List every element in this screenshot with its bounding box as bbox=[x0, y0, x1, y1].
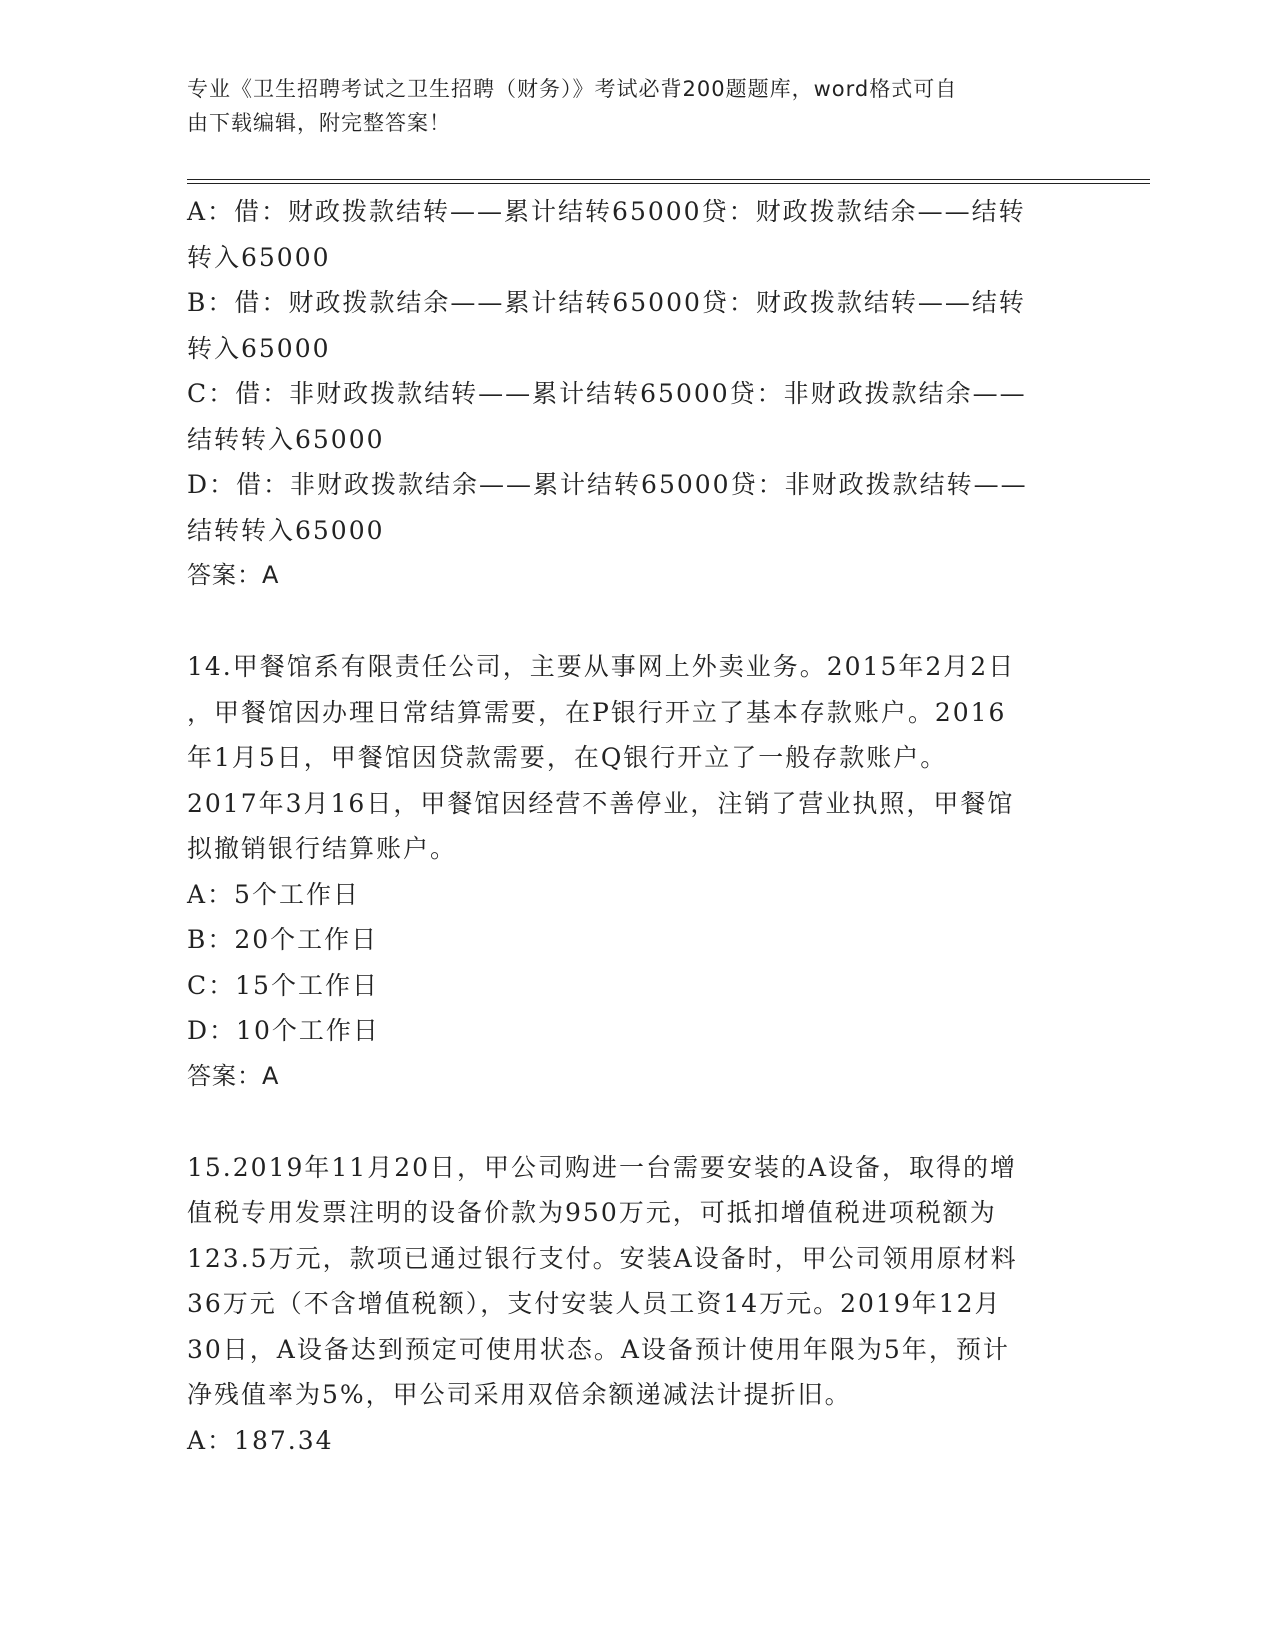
stem-line: 15.2019年11月20日，甲公司购进一台需要安装的A设备，取得的增 bbox=[187, 1152, 1018, 1182]
option-a: A：187.34 bbox=[187, 1425, 334, 1455]
question-13-answer: 答案：A bbox=[187, 561, 280, 589]
header-line-2: 由下载编辑，附完整答案！ bbox=[187, 111, 451, 135]
question-15-stem bbox=[187, 1145, 1087, 1418]
stem-line: 14.甲餐馆系有限责任公司，主要从事网上外卖业务。2015年2月2日 bbox=[187, 652, 1016, 681]
question-14-answer: 答案：A bbox=[187, 1061, 280, 1090]
option-d: D：10个工作日 bbox=[187, 1016, 380, 1045]
stem-line: 123.5万元，款项已通过银行支付。安装A设备时，甲公司领用原材料 bbox=[187, 1243, 1018, 1273]
question-14-options bbox=[187, 872, 1087, 1054]
option-c-line-1: C：借：非财政拨款结转——累计结转65000贷：非财政拨款结余—— bbox=[187, 379, 1027, 408]
question-13-options bbox=[187, 189, 1087, 553]
stem-line: 值税专用发票注明的设备价款为950万元，可抵扣增值税进项税额为 bbox=[187, 1198, 997, 1227]
stem-line: 36万元（不含增值税额），支付安装人员工资14万元。2019年12月 bbox=[187, 1289, 1002, 1318]
stem-line: 30日，A设备达到预定可使用状态。A设备预计使用年限为5年，预计 bbox=[187, 1334, 1010, 1364]
stem-line: 净残值率为5%，甲公司采用双倍余额递减法计提折旧。 bbox=[187, 1380, 852, 1409]
header-line-1: 专业《卫生招聘考试之卫生招聘（财务）》考试必背200题题库，word格式可自 bbox=[187, 77, 958, 101]
option-c: C：15个工作日 bbox=[187, 970, 379, 1000]
option-d-line-1: D：借：非财政拨款结余——累计结转65000贷：非财政拨款结转—— bbox=[187, 470, 1028, 499]
stem-line: 2017年3月16日，甲餐馆因经营不善停业，注销了营业执照，甲餐馆 bbox=[187, 788, 1015, 818]
header-divider-top bbox=[187, 179, 1150, 180]
header-divider-bottom bbox=[187, 183, 1150, 184]
option-b: B：20个工作日 bbox=[187, 925, 379, 954]
option-b-line-2: 转入65000 bbox=[187, 333, 331, 363]
option-a: A：5个工作日 bbox=[187, 879, 360, 909]
option-d-line-2: 结转转入65000 bbox=[187, 515, 385, 545]
stem-line: 年1月5日，甲餐馆因贷款需要，在Q银行开立了一般存款账户。 bbox=[187, 743, 948, 772]
option-a-line-1: A：借：财政拨款结转——累计结转65000贷：财政拨款结余——结转 bbox=[187, 197, 1026, 226]
document-header bbox=[187, 72, 1067, 140]
option-b-line-1: B：借：财政拨款结余——累计结转65000贷：财政拨款结转——结转 bbox=[187, 288, 1026, 317]
stem-line: ，甲餐馆因办理日常结算需要，在P银行开立了基本存款账户。2016 bbox=[187, 697, 1007, 727]
stem-line: 拟撤销银行结算账户。 bbox=[187, 834, 458, 863]
question-15-options bbox=[187, 1418, 1087, 1464]
document-body bbox=[187, 189, 1087, 1463]
option-c-line-2: 结转转入65000 bbox=[187, 424, 385, 454]
question-14-stem bbox=[187, 644, 1087, 872]
question-spacer bbox=[187, 599, 1087, 645]
question-spacer bbox=[187, 1099, 1087, 1145]
option-a-line-2: 转入65000 bbox=[187, 242, 331, 272]
